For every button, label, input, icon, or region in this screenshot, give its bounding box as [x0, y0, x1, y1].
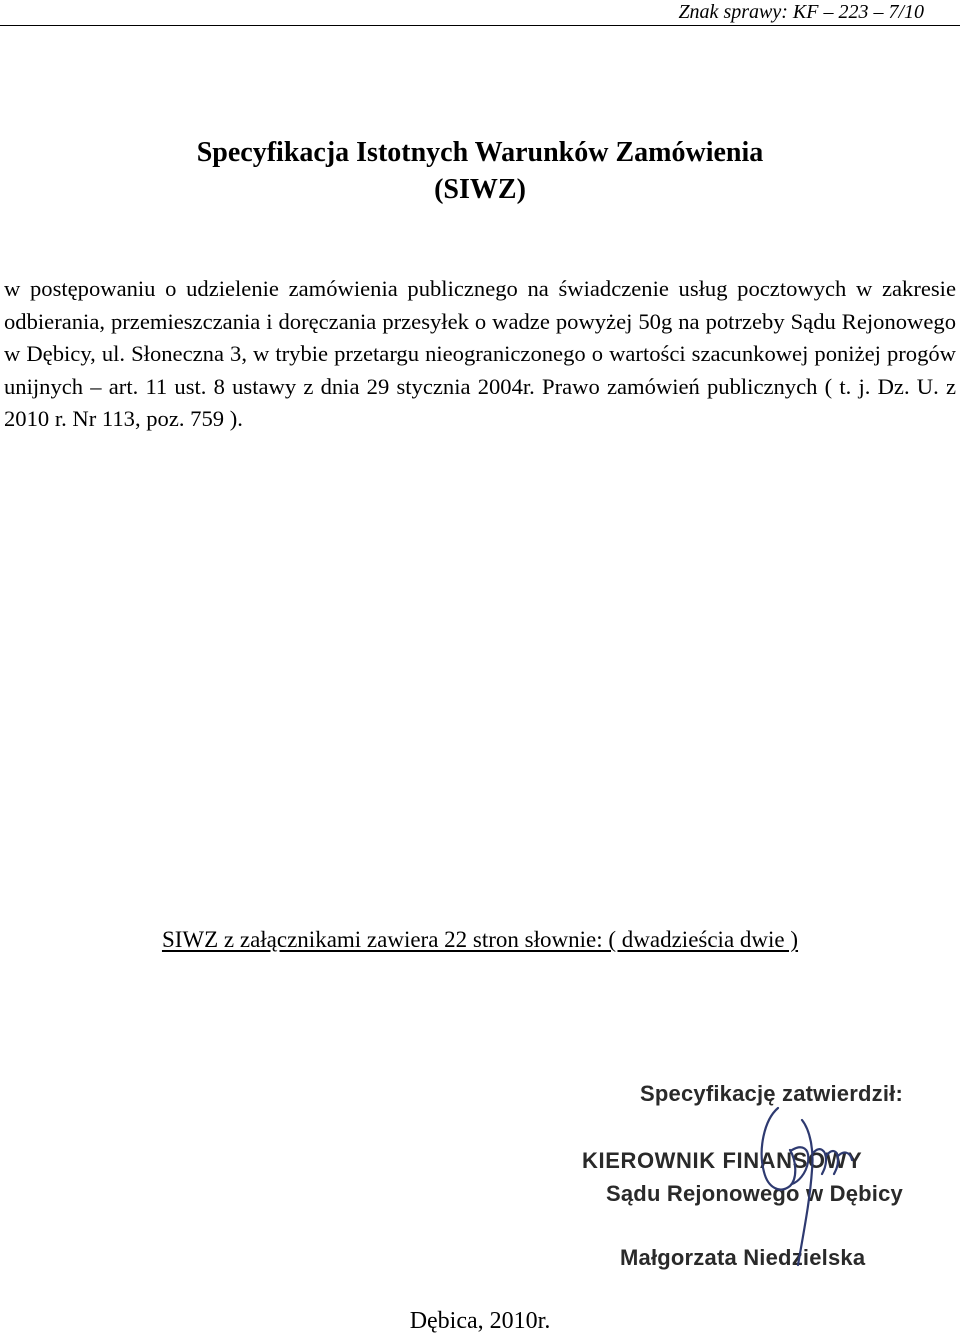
- case-reference: Znak sprawy: KF – 223 – 7/10: [678, 1, 924, 23]
- document-title: Specyfikacja Istotnych Warunków Zamówienia: [196, 137, 764, 168]
- stamp-institution: Sądu Rejonowego w Dębicy: [606, 1181, 903, 1206]
- place-and-date: Dębica, 2010r.: [409, 1308, 551, 1334]
- stamp-role: KIEROWNIK FINANSOWY: [582, 1148, 863, 1173]
- handwritten-signature: [740, 1090, 880, 1280]
- stamp-approved-by-label: Specyfikację zatwierdził:: [640, 1081, 903, 1106]
- stamp-name: Małgorzata Niedzielska: [620, 1245, 866, 1270]
- document-title-abbreviation: (SIWZ): [434, 174, 526, 205]
- intro-paragraph: w postępowaniu o udzielenie zamówienia publicznego na świadczenie usług pocztowych w zakresie odbierania, przemieszczania i doręczania przesyłek o wadze powyżej 50g na potrzeby Sądu Rejonowego w Dębicy, ul. Słoneczna 3, w trybie przetargu nieograniczonego o wartości szacunkowej poniżej progów unijnych – art. 11 ust. 8 ustawy z dnia 29 stycznia 2004r. Prawo zamówień publicznych ( t. j. Dz. U. z 2010 r. Nr 113, poz. 759 ).: [4, 276, 956, 431]
- header-divider: [0, 25, 960, 26]
- page-count-note: SIWZ z załącznikami zawiera 22 stron słownie: ( dwadzieścia dwie ): [161, 927, 799, 952]
